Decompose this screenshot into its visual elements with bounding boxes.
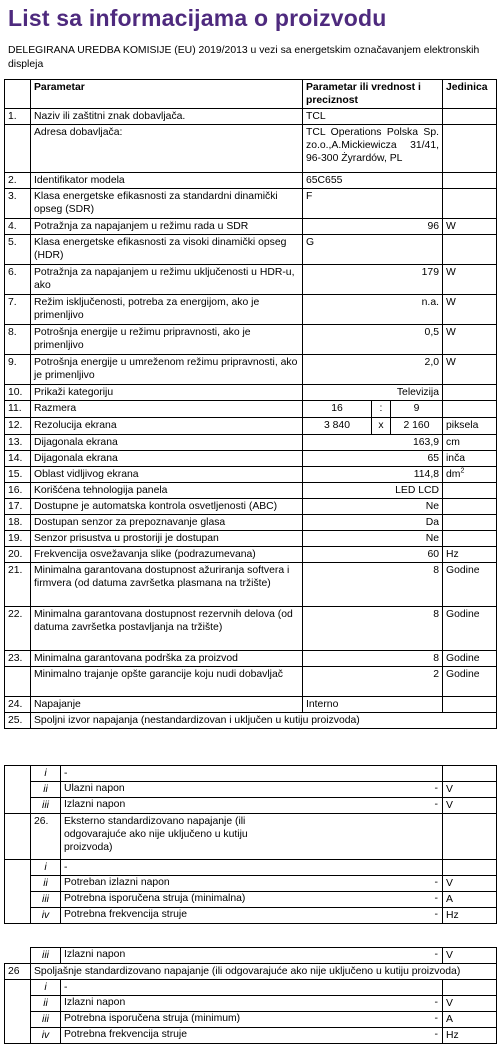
row-num: [5, 908, 31, 924]
row-unit: A: [443, 1012, 497, 1028]
row-num: [5, 860, 31, 876]
row-unit: Hz: [443, 1028, 497, 1044]
row-value: -: [434, 799, 438, 810]
unit-text: dm: [446, 469, 461, 480]
row-label: Rezolucija ekrana: [31, 418, 303, 435]
row-value: 2,0: [303, 355, 443, 385]
row-num: [5, 667, 31, 697]
row-value: 65: [303, 451, 443, 467]
row-label: Ulazni napon: [64, 783, 125, 794]
row-value: Ne: [303, 499, 443, 515]
row-unit: piksela: [443, 418, 497, 435]
row-value: 2: [303, 667, 443, 697]
row-unit: [443, 515, 497, 531]
section-label: Spoljašnje standardizovano napajanje (ili odgovarajuće ako nije uključeno u kutiju proizvoda): [31, 964, 497, 980]
row-label: Spoljni izvor napajanja (nestandardizovan i uključen u kutiju proizvoda): [31, 713, 497, 729]
row-label: Razmera: [31, 401, 303, 418]
row-label-value: [61, 948, 443, 964]
row-label: Dostupne je automatska kontrola osvetljenosti (ABC): [31, 499, 303, 515]
row-num: 5.: [5, 235, 31, 265]
section-label-text: Eksterno standardizovano napajanje (ili odgovarajuće ako nije uključeno u kutiju proizvoda): [64, 816, 248, 853]
row-value: -: [434, 877, 438, 888]
table-row: [5, 782, 497, 798]
row-unit: W: [443, 355, 497, 385]
row-num: 3.: [5, 189, 31, 219]
row-num: [5, 798, 31, 814]
row-num: 12.: [5, 418, 31, 435]
row-num: 1.: [5, 109, 31, 125]
table-row: [5, 401, 497, 418]
row-label: Dijagonala ekrana: [31, 451, 303, 467]
row-unit: Godine: [443, 651, 497, 667]
row-unit: [443, 814, 497, 860]
row-num: [5, 782, 31, 798]
row-unit: [443, 467, 497, 483]
row-value: G: [303, 235, 443, 265]
table-row: [5, 385, 497, 401]
table-row: [5, 418, 497, 435]
row-value: -: [434, 783, 438, 794]
row-unit: [443, 173, 497, 189]
row-label-value: [61, 908, 443, 924]
row-num: [5, 980, 31, 996]
resolution-horizontal: 3 840: [303, 418, 372, 434]
row-unit: cm: [443, 435, 497, 451]
row-num: [5, 996, 31, 1012]
row-num: 14.: [5, 451, 31, 467]
section-header-row: [5, 964, 497, 980]
row-value: n.a.: [303, 295, 443, 325]
row-label: Izlazni napon: [64, 949, 126, 960]
row-num: 10.: [5, 385, 31, 401]
section-header-row: [5, 814, 497, 860]
table-row: [5, 355, 497, 385]
row-label: Korišćena tehnologija panela: [31, 483, 303, 499]
row-value: LED LCD: [303, 483, 443, 499]
row-unit: V: [443, 798, 497, 814]
header-num-cell: [5, 80, 31, 109]
table-row: [5, 531, 497, 547]
unit-superscript: 2: [460, 467, 465, 475]
resolution-separator: x: [372, 418, 391, 434]
row-value: TCL: [303, 109, 443, 125]
table-row: [5, 1028, 497, 1044]
roman-index: iv: [31, 1028, 61, 1044]
row-label: Adresa dobavljača:: [31, 125, 303, 173]
row-label: Potrebna isporučena struja (minimalna): [64, 893, 246, 904]
row-unit: Godine: [443, 667, 497, 697]
row-unit: Godine: [443, 607, 497, 651]
row-num: 23.: [5, 651, 31, 667]
row-unit: [443, 401, 497, 418]
row-unit: Godine: [443, 563, 497, 607]
row-num: 13.: [5, 435, 31, 451]
row-value: 179: [303, 265, 443, 295]
roman-index: iii: [31, 948, 61, 964]
row-label: Potražnja za napajanjem u režimu uključenosti u HDR-u, ako: [31, 265, 303, 295]
row-label: -: [61, 766, 443, 782]
roman-index: iii: [31, 892, 61, 908]
row-value: 8: [303, 563, 443, 607]
row-num: 8.: [5, 325, 31, 355]
row-value: -: [434, 949, 438, 960]
row-num: 2.: [5, 173, 31, 189]
roman-index: ii: [31, 876, 61, 892]
table-row: [5, 109, 497, 125]
row-label: Potrebna frekvencija struje: [64, 909, 188, 920]
row-label: Potrošnja energije u režimu pripravnosti, ako je primenljivo: [31, 325, 303, 355]
row-unit: [443, 697, 497, 713]
roman-index: iii: [31, 1012, 61, 1028]
row-unit: W: [443, 219, 497, 235]
row-value: Ne: [303, 531, 443, 547]
row-value: 0,5: [303, 325, 443, 355]
row-num: 25.: [5, 713, 31, 729]
table-row: [5, 467, 497, 483]
roman-index: i: [31, 766, 61, 782]
row-num: 7.: [5, 295, 31, 325]
row-value: -: [434, 1029, 438, 1040]
row-label-value: [61, 798, 443, 814]
table-row: [5, 876, 497, 892]
header-unit: Jedinica: [443, 80, 497, 109]
row-unit: [443, 860, 497, 876]
roman-index: ii: [31, 782, 61, 798]
row-label: Naziv ili zaštitni znak dobavljača.: [31, 109, 303, 125]
row-num: 16.: [5, 483, 31, 499]
table-row: [5, 265, 497, 295]
row-label: Prikaži kategoriju: [31, 385, 303, 401]
table-row: [5, 325, 497, 355]
table-row: [5, 892, 497, 908]
resolution-cell: [303, 418, 443, 435]
table-row: [5, 515, 497, 531]
row-label: Minimalno trajanje opšte garancije koju nudi dobavljač: [31, 667, 303, 697]
table-row: [5, 295, 497, 325]
row-label: Napajanje: [31, 697, 303, 713]
table-row: [5, 860, 497, 876]
row-unit: V: [443, 996, 497, 1012]
row-num: [5, 892, 31, 908]
row-num: 22.: [5, 607, 31, 651]
table-header-row: [5, 80, 497, 109]
row-num: 21.: [5, 563, 31, 607]
table-row: [5, 996, 497, 1012]
table-row: [5, 219, 497, 235]
row-label: Frekvencija osvežavanja slike (podrazumevana): [31, 547, 303, 563]
table-row: [5, 713, 497, 729]
row-value: TCL Operations Polska Sp. zo.o.,A.Mickiewicza 31/41, 96-300 Żyrardów, PL: [303, 125, 443, 173]
table-row: [5, 189, 497, 219]
row-unit: W: [443, 265, 497, 295]
row-num: [5, 876, 31, 892]
table-row: [5, 697, 497, 713]
row-value: 8: [303, 607, 443, 651]
table-row: [5, 435, 497, 451]
row-unit: [443, 980, 497, 996]
row-label-value: [61, 782, 443, 798]
row-label: Izlazni napon: [64, 799, 126, 810]
row-label-value: [61, 1012, 443, 1028]
row-label: Minimalna garantovana dostupnost ažuriranja softvera i firmvera (od datuma završetka plasmana na tržište): [31, 563, 303, 607]
row-num: 18.: [5, 515, 31, 531]
row-value: Televizija: [303, 385, 443, 401]
section-num: 26.: [31, 814, 61, 860]
roman-index: i: [31, 860, 61, 876]
row-label: -: [61, 860, 443, 876]
ratio-cell: [303, 401, 443, 418]
row-unit: V: [443, 782, 497, 798]
table-row: [5, 451, 497, 467]
table-row: [5, 173, 497, 189]
row-label: Klasa energetske efikasnosti za standardni dinamički opseg (SDR): [31, 189, 303, 219]
row-label: -: [61, 980, 443, 996]
row-label: Minimalna garantovana dostupnost rezervnih delova (od datuma završetka postavljanja na tržište): [31, 607, 303, 651]
roman-index: i: [31, 980, 61, 996]
roman-index: ii: [31, 996, 61, 1012]
table-row: [5, 798, 497, 814]
table-row: [5, 483, 497, 499]
row-unit: V: [443, 948, 497, 964]
resolution-vertical: 2 160: [403, 420, 430, 431]
row-label: Potrebna frekvencija struje: [64, 1029, 188, 1040]
row-value: -: [434, 1013, 438, 1024]
row-unit: inča: [443, 451, 497, 467]
row-label: Dijagonala ekrana: [31, 435, 303, 451]
row-unit: W: [443, 325, 497, 355]
row-label: Izlazni napon: [64, 997, 126, 1008]
row-value: 8: [303, 651, 443, 667]
table-row: [5, 651, 497, 667]
row-unit: [443, 766, 497, 782]
table-row: [5, 563, 497, 607]
row-label: Potrebna isporučena struja (minimum): [64, 1013, 241, 1024]
table-row: [5, 125, 497, 173]
table-row: [5, 1012, 497, 1028]
row-num: [5, 125, 31, 173]
row-label: Potrošnja energije u umreženom režimu pripravnosti, ako je primenljivo: [31, 355, 303, 385]
row-unit: A: [443, 892, 497, 908]
ratio-height: 9: [413, 403, 420, 414]
standardized-power-table: [4, 947, 497, 1044]
row-value: Da: [303, 515, 443, 531]
table-row: [5, 980, 497, 996]
row-num: [5, 814, 31, 860]
table-row: [5, 547, 497, 563]
row-num: 17.: [5, 499, 31, 515]
row-label: Dostupan senzor za prepoznavanje glasa: [31, 515, 303, 531]
header-param: Parametar: [31, 80, 303, 109]
regulation-subtitle: DELEGIRANA UREDBA KOMISIJE (EU) 2019/2013 u vezi sa energetskim označavanjem elektronskih displeja: [8, 45, 480, 70]
row-value: -: [434, 893, 438, 904]
product-info-table: [4, 79, 497, 729]
row-value: 96: [303, 219, 443, 235]
row-value: 163,9: [303, 435, 443, 451]
row-label: Klasa energetske efikasnosti za visoki dinamički opseg (HDR): [31, 235, 303, 265]
row-unit: Hz: [443, 547, 497, 563]
row-unit: [443, 109, 497, 125]
row-unit: [443, 385, 497, 401]
row-num: [5, 1028, 31, 1044]
page-title: List sa informacijama o proizvodu: [8, 5, 387, 31]
table-row: [5, 948, 497, 964]
row-unit: Hz: [443, 908, 497, 924]
table-row: [5, 235, 497, 265]
ratio-width: 16: [303, 401, 372, 417]
row-value: 60: [303, 547, 443, 563]
roman-index: iii: [31, 798, 61, 814]
row-label-value: [61, 1028, 443, 1044]
ratio-separator: :: [372, 401, 391, 417]
row-unit: [443, 531, 497, 547]
row-unit: [443, 125, 497, 173]
row-value: 65C655: [303, 173, 443, 189]
row-num: 9.: [5, 355, 31, 385]
row-value: -: [434, 997, 438, 1008]
row-label: Potražnja za napajanjem u režimu rada u SDR: [31, 219, 303, 235]
row-unit: [443, 189, 497, 219]
external-power-table: [4, 765, 497, 924]
header-value: Parametar ili vrednost i preciznost: [303, 80, 443, 109]
row-label: Minimalna garantovana podrška za proizvod: [31, 651, 303, 667]
row-num: [5, 948, 31, 964]
row-label: Oblast vidljivog ekrana: [31, 467, 303, 483]
row-num: [5, 1012, 31, 1028]
row-label-value: [61, 876, 443, 892]
row-num: 15.: [5, 467, 31, 483]
row-num: 6.: [5, 265, 31, 295]
row-value: 114,8: [303, 467, 443, 483]
row-num: 24.: [5, 697, 31, 713]
table-row: [5, 607, 497, 651]
row-label: Potreban izlazni napon: [64, 877, 170, 888]
row-num: 11.: [5, 401, 31, 418]
section-label: [61, 814, 443, 860]
row-value: -: [434, 909, 438, 920]
section-num: 26: [5, 964, 31, 980]
table-row: [5, 766, 497, 782]
row-label: Režim isključenosti, potreba za energijom, ako je primenljivo: [31, 295, 303, 325]
row-label: Senzor prisustva u prostoriji je dostupan: [31, 531, 303, 547]
row-num: 20.: [5, 547, 31, 563]
row-value: F: [303, 189, 443, 219]
row-num: 19.: [5, 531, 31, 547]
roman-index: iv: [31, 908, 61, 924]
row-value: Interno: [303, 697, 443, 713]
row-num: 4.: [5, 219, 31, 235]
row-label-value: [61, 892, 443, 908]
row-unit: W: [443, 295, 497, 325]
table-row: [5, 908, 497, 924]
table-row: [5, 499, 497, 515]
row-label-value: [61, 996, 443, 1012]
row-unit: V: [443, 876, 497, 892]
row-num: [5, 766, 31, 782]
row-unit: [443, 483, 497, 499]
row-label: Identifikator modela: [31, 173, 303, 189]
row-unit: [443, 235, 497, 265]
row-unit: [443, 499, 497, 515]
table-row: [5, 667, 497, 697]
